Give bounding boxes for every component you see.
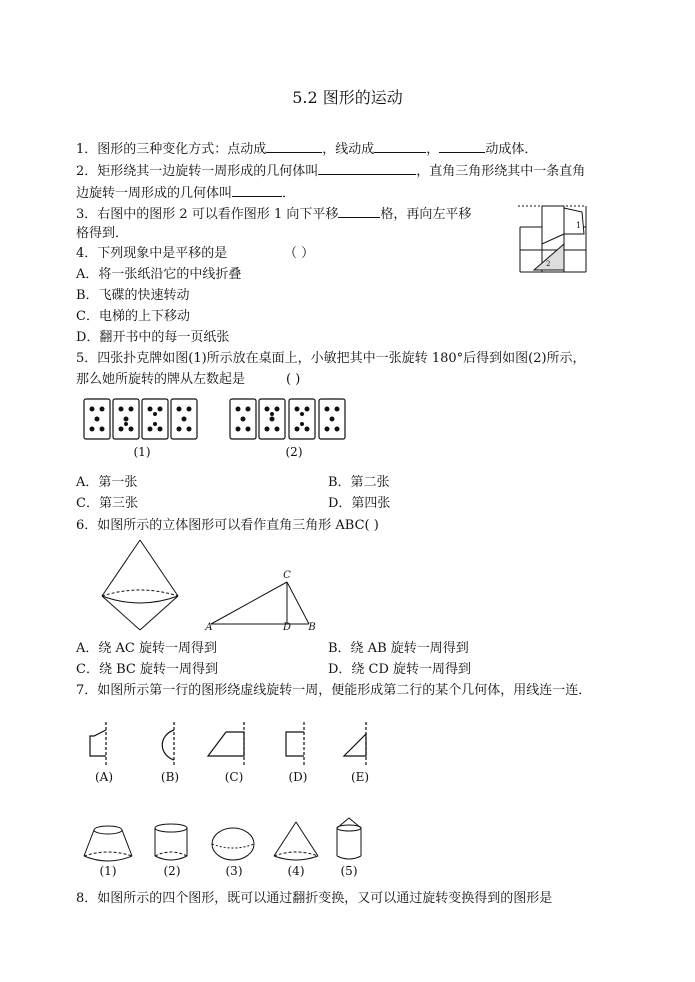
q3-text-a: 3．右图中的图形 2 可以看作图形 1 向下平移: [76, 207, 339, 222]
q8-stem: 8．如图所示的四个图形，既可以通过翻折变换，又可以通过旋转变换得到的图形是: [76, 891, 553, 906]
q4-option-d: D．翻开书中的每一页纸张: [76, 330, 230, 345]
point-d-label: D: [282, 622, 292, 633]
q2-blank-2[interactable]: [232, 183, 282, 197]
row1-label-e: (E): [350, 770, 370, 784]
row2-label-1: (1): [99, 864, 117, 878]
q6-option-c: C．绕 BC 旋转一周得到: [76, 662, 218, 677]
q3-blank-1[interactable]: [338, 204, 380, 218]
right-triangle-abc: [205, 572, 315, 634]
translation-grid-figure: [518, 204, 588, 274]
row2-label-5: (5): [340, 864, 358, 878]
q5-option-a: A．第一张: [76, 475, 138, 490]
row1-label-d: (D): [288, 770, 308, 784]
q2-blank-1[interactable]: [318, 161, 416, 175]
q3-text-c: 格得到．: [76, 226, 129, 241]
point-a-label: A: [205, 622, 213, 633]
solid-3-sphere: [210, 826, 256, 862]
svg-text:2: 2: [546, 260, 551, 268]
solid-1-frustum: [82, 824, 134, 864]
q3-text-b: 格，再向左平移: [380, 207, 472, 222]
q4-option-b: B．飞碟的快速转动: [76, 288, 190, 303]
svg-text:1: 1: [576, 221, 582, 230]
q5-option-d: D．第四张: [328, 496, 391, 511]
playing-cards-figure-1: [83, 398, 201, 442]
playing-cards-figure-2: [229, 398, 349, 442]
row2-label-2: (2): [163, 864, 181, 878]
point-c-label: C: [283, 570, 291, 581]
q2-text-b: ，直角三角形绕其中一条直角: [416, 164, 586, 179]
shape-b-half-circle: [148, 722, 182, 766]
q6-stem: 6．如图所示的立体图形可以看作直角三角形 ABC( ): [76, 518, 379, 533]
q1-text-c: ，: [426, 142, 440, 157]
shape-a-trapezoid: [88, 722, 112, 766]
q6-option-d: D．绕 CD 旋转一周得到: [328, 662, 472, 677]
q5-option-c: C．第三张: [76, 496, 138, 511]
row1-label-b: (B): [160, 770, 180, 784]
q5-answer-paren: ( ): [286, 372, 301, 387]
q6-option-b: B．绕 AB 旋转一周得到: [328, 641, 469, 656]
q5-fig-label-1: (1): [133, 445, 151, 459]
solid-4-cone: [272, 820, 320, 864]
row2-label-3: (3): [225, 864, 243, 878]
solid-5-cone-on-cylinder: [334, 816, 364, 862]
q5-option-b: B．第二张: [328, 475, 390, 490]
row1-label-a: (A): [94, 770, 114, 784]
question-2-line2: [76, 183, 295, 203]
double-cone-figure: [100, 538, 180, 634]
q7-stem: 7．如图所示第一行的图形绕虚线旋转一周，便能形成第二行的某个几何体，用线连一连．: [76, 683, 592, 698]
q5-fig-label-2: (2): [285, 445, 303, 459]
row1-label-c: (C): [224, 770, 244, 784]
q2-text-d: ．: [282, 186, 296, 201]
q2-text-c: 边旋转一周形成的几何体叫: [76, 186, 233, 201]
question-2-line1: [76, 161, 585, 181]
question-1: [76, 139, 537, 159]
q1-blank-1[interactable]: [266, 139, 322, 153]
shape-e-triangle: [342, 722, 370, 766]
q5-stem-line2: 那么她所旋转的牌从左数起是: [76, 372, 246, 387]
q4-answer-paren: （ ）: [284, 246, 315, 261]
page-title: 5.2 图形的运动: [292, 88, 403, 107]
q4-option-c: C．电梯的上下移动: [76, 309, 190, 324]
q1-text-b: ，线动成: [322, 142, 375, 157]
point-b-label: B: [308, 622, 316, 633]
q4-stem: 4．下列现象中是平移的是: [76, 246, 228, 261]
q4-option-a: A．将一张纸沿它的中线折叠: [76, 267, 242, 282]
shape-d-rectangle: [284, 722, 308, 766]
q5-stem-line1: 5．四张扑克牌如图(1)所示放在桌面上，小敏把其中一张旋转 180°后得到如图(2)所示，: [76, 351, 586, 366]
q2-text-a: 2．矩形绕其一边旋转一周形成的几何体叫: [76, 164, 319, 179]
q1-text-d: 动成体．: [485, 142, 538, 157]
q1-text-a: 1．图形的三种变化方式：点动成: [76, 142, 267, 157]
q1-blank-3[interactable]: [439, 139, 485, 153]
q1-blank-2[interactable]: [374, 139, 426, 153]
q6-option-a: A．绕 AC 旋转一周得到: [76, 641, 217, 656]
question-3-line1: [76, 204, 471, 224]
shape-c-trapezoid: [206, 722, 246, 766]
solid-2-cylinder: [152, 822, 190, 864]
row2-label-4: (4): [287, 864, 305, 878]
